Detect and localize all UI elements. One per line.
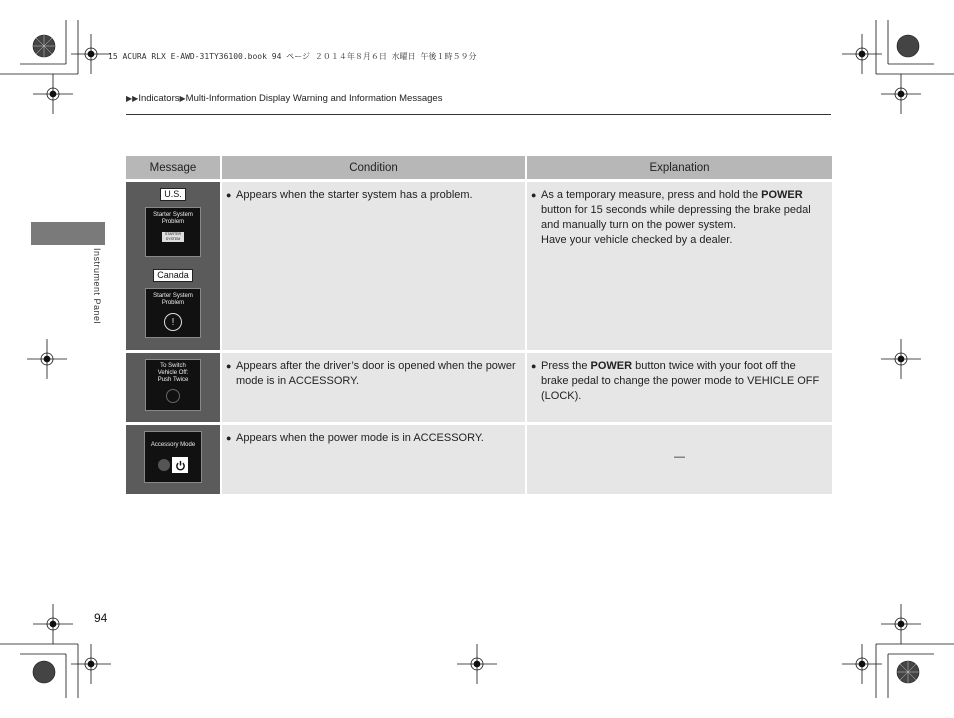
explanation-text: Press the POWER button twice with your foot off the brake pedal to change the power mode to VEHICLE OFF (LOCK). bbox=[541, 360, 820, 402]
display-screen bbox=[145, 288, 201, 338]
explanation-cell bbox=[527, 353, 832, 422]
region-label-us: U.S. bbox=[160, 188, 186, 201]
table-row bbox=[126, 425, 832, 494]
message-cell bbox=[126, 182, 220, 350]
header-explanation: Explanation bbox=[527, 156, 832, 179]
page-number: 94 bbox=[94, 611, 108, 625]
section-tab bbox=[31, 222, 105, 245]
power-label: POWER bbox=[590, 360, 633, 372]
list-item bbox=[527, 355, 832, 404]
breadcrumb-section[interactable]: Indicators bbox=[138, 93, 180, 104]
power-label: POWER bbox=[761, 189, 803, 201]
explanation-text: As a temporary measure, press and hold the POWER button for 15 seconds while depressing the brake pedal and manually turn on the power system. Have your vehicle checked by a dealer. bbox=[541, 189, 811, 246]
warning-messages-table bbox=[126, 156, 832, 494]
list-item bbox=[527, 184, 832, 248]
condition-cell bbox=[222, 353, 525, 422]
accessory-power-icon bbox=[158, 457, 188, 473]
bullet-icon: ● bbox=[226, 361, 232, 371]
display-screen bbox=[145, 359, 201, 411]
bullet-icon: ● bbox=[531, 361, 537, 371]
condition-cell bbox=[222, 425, 525, 494]
condition-cell bbox=[222, 182, 525, 350]
breadcrumb-separator: ▶ bbox=[179, 94, 186, 103]
screen-text: Vehicle Off: bbox=[157, 370, 189, 376]
list-item bbox=[222, 355, 525, 389]
condition-text: Appears when the power mode is in ACCESSORY. bbox=[236, 432, 484, 444]
display-screen bbox=[145, 207, 201, 257]
bullet-icon: ● bbox=[226, 190, 232, 200]
breadcrumb-arrows: ▶▶ bbox=[126, 94, 139, 103]
table-row bbox=[126, 353, 832, 422]
side-section-label: Instrument Panel bbox=[92, 248, 102, 325]
bullet-icon: ● bbox=[531, 190, 537, 200]
list-item bbox=[222, 184, 525, 203]
table-header bbox=[126, 156, 832, 179]
list-item bbox=[222, 427, 525, 446]
header-condition: Condition bbox=[222, 156, 525, 179]
breadcrumb bbox=[126, 93, 442, 104]
condition-text: Appears when the starter system has a problem. bbox=[236, 189, 473, 201]
display-screen bbox=[144, 431, 202, 483]
power-button-icon bbox=[166, 389, 180, 403]
table-row bbox=[126, 182, 832, 350]
screen-text: Problem bbox=[161, 219, 185, 225]
breadcrumb-page: Multi-Information Display Warning and Information Messages bbox=[185, 93, 443, 104]
screen-text: Accessory Mode bbox=[150, 442, 196, 448]
explanation-cell bbox=[527, 425, 832, 494]
header-rule bbox=[126, 114, 831, 115]
warning-circle-icon: ! bbox=[164, 313, 182, 331]
screen-text: To Switch bbox=[160, 363, 186, 369]
message-cell bbox=[126, 353, 220, 422]
screen-text: Push Twice bbox=[157, 377, 189, 383]
screen-text: Problem bbox=[161, 300, 185, 306]
condition-text: Appears after the driver’s door is opened when the power mode is in ACCESSORY. bbox=[236, 360, 516, 387]
message-cell bbox=[126, 425, 220, 494]
screen-text: Starter System bbox=[153, 293, 193, 299]
region-label-canada: Canada bbox=[153, 269, 193, 282]
print-header: 15 ACURA RLX E-AWD-31TY36100.book 94 ページ ２０１４年８月６日 水曜日 午後１時５９分 bbox=[108, 52, 477, 61]
starter-system-icon: STARTER SYSTEM bbox=[162, 232, 184, 242]
explanation-dash: — bbox=[674, 451, 685, 463]
header-message: Message bbox=[126, 156, 220, 179]
screen-text: Starter System bbox=[153, 212, 193, 218]
bullet-icon: ● bbox=[226, 433, 232, 443]
explanation-cell bbox=[527, 182, 832, 350]
